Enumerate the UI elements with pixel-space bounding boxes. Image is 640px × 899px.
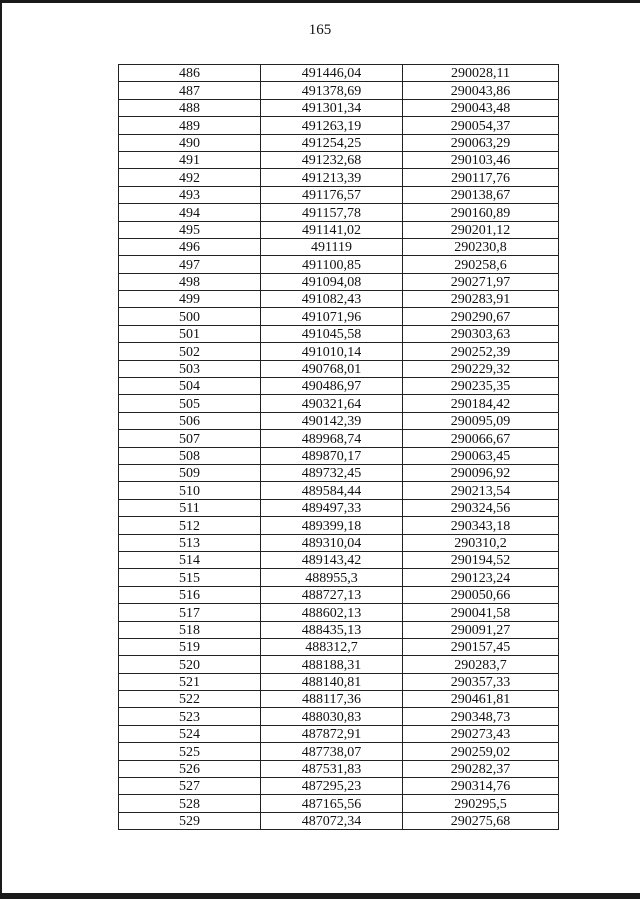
x-coordinate-cell: 488140,81 [261, 673, 403, 690]
point-number-cell: 494 [119, 204, 261, 221]
x-coordinate-cell: 487072,34 [261, 812, 403, 829]
table-row [119, 604, 559, 621]
table-row [119, 169, 559, 186]
x-coordinate-cell: 491263,19 [261, 117, 403, 134]
x-coordinate-cell: 489584,44 [261, 482, 403, 499]
x-coordinate-cell: 491232,68 [261, 151, 403, 168]
y-coordinate-cell: 290282,37 [403, 760, 559, 777]
x-coordinate-cell: 490142,39 [261, 412, 403, 429]
table-row [119, 238, 559, 255]
point-number-cell: 515 [119, 569, 261, 586]
y-coordinate-cell: 290295,5 [403, 795, 559, 812]
point-number-cell: 509 [119, 464, 261, 481]
page-number: 165 [308, 22, 332, 38]
table-row [119, 464, 559, 481]
x-coordinate-cell: 488955,3 [261, 569, 403, 586]
point-number-cell: 520 [119, 656, 261, 673]
y-coordinate-cell: 290117,76 [403, 169, 559, 186]
table-row [119, 273, 559, 290]
table-row [119, 221, 559, 238]
table-row [119, 517, 559, 534]
point-number-cell: 506 [119, 412, 261, 429]
table-row [119, 99, 559, 116]
point-number-cell: 505 [119, 395, 261, 412]
point-number-cell: 517 [119, 604, 261, 621]
scan-edge-bottom [0, 893, 640, 899]
x-coordinate-cell: 491176,57 [261, 186, 403, 203]
y-coordinate-cell: 290194,52 [403, 551, 559, 568]
point-number-cell: 489 [119, 117, 261, 134]
y-coordinate-cell: 290160,89 [403, 204, 559, 221]
y-coordinate-cell: 290229,32 [403, 360, 559, 377]
x-coordinate-cell: 487165,56 [261, 795, 403, 812]
table-row [119, 499, 559, 516]
x-coordinate-cell: 491010,14 [261, 343, 403, 360]
point-number-cell: 524 [119, 725, 261, 742]
x-coordinate-cell: 488435,13 [261, 621, 403, 638]
point-number-cell: 528 [119, 795, 261, 812]
y-coordinate-cell: 290258,6 [403, 256, 559, 273]
y-coordinate-cell: 290201,12 [403, 221, 559, 238]
x-coordinate-cell: 491378,69 [261, 82, 403, 99]
x-coordinate-cell: 491094,08 [261, 273, 403, 290]
point-number-cell: 516 [119, 586, 261, 603]
point-number-cell: 498 [119, 273, 261, 290]
point-number-cell: 529 [119, 812, 261, 829]
point-number-cell: 499 [119, 291, 261, 308]
table-row [119, 325, 559, 342]
point-number-cell: 491 [119, 151, 261, 168]
table-row [119, 343, 559, 360]
x-coordinate-cell: 488030,83 [261, 708, 403, 725]
point-number-cell: 487 [119, 82, 261, 99]
point-number-cell: 507 [119, 430, 261, 447]
x-coordinate-cell: 488727,13 [261, 586, 403, 603]
y-coordinate-cell: 290259,02 [403, 743, 559, 760]
point-number-cell: 497 [119, 256, 261, 273]
table-row [119, 708, 559, 725]
table-row [119, 308, 559, 325]
point-number-cell: 486 [119, 65, 261, 82]
y-coordinate-cell: 290290,67 [403, 308, 559, 325]
point-number-cell: 495 [119, 221, 261, 238]
x-coordinate-cell: 489310,04 [261, 534, 403, 551]
x-coordinate-cell: 488117,36 [261, 691, 403, 708]
table-row [119, 586, 559, 603]
y-coordinate-cell: 290348,73 [403, 708, 559, 725]
point-number-cell: 519 [119, 638, 261, 655]
table-row [119, 725, 559, 742]
point-number-cell: 514 [119, 551, 261, 568]
x-coordinate-cell: 488312,7 [261, 638, 403, 655]
point-number-cell: 518 [119, 621, 261, 638]
table-row [119, 204, 559, 221]
x-coordinate-cell: 488188,31 [261, 656, 403, 673]
table-row [119, 638, 559, 655]
x-coordinate-cell: 491100,85 [261, 256, 403, 273]
coordinates-table-body [119, 65, 559, 830]
y-coordinate-cell: 290310,2 [403, 534, 559, 551]
y-coordinate-cell: 290283,7 [403, 656, 559, 673]
point-number-cell: 511 [119, 499, 261, 516]
table-row [119, 65, 559, 82]
point-number-cell: 492 [119, 169, 261, 186]
x-coordinate-cell: 491301,34 [261, 99, 403, 116]
table-row [119, 534, 559, 551]
point-number-cell: 500 [119, 308, 261, 325]
point-number-cell: 527 [119, 778, 261, 795]
y-coordinate-cell: 290314,76 [403, 778, 559, 795]
x-coordinate-cell: 489143,42 [261, 551, 403, 568]
point-number-cell: 510 [119, 482, 261, 499]
x-coordinate-cell: 491254,25 [261, 134, 403, 151]
point-number-cell: 496 [119, 238, 261, 255]
y-coordinate-cell: 290275,68 [403, 812, 559, 829]
x-coordinate-cell: 491119 [261, 238, 403, 255]
point-number-cell: 503 [119, 360, 261, 377]
table-row [119, 291, 559, 308]
y-coordinate-cell: 290461,81 [403, 691, 559, 708]
x-coordinate-cell: 487531,83 [261, 760, 403, 777]
point-number-cell: 501 [119, 325, 261, 342]
table-row [119, 378, 559, 395]
table-row [119, 743, 559, 760]
table-row [119, 430, 559, 447]
y-coordinate-cell: 290252,39 [403, 343, 559, 360]
y-coordinate-cell: 290028,11 [403, 65, 559, 82]
point-number-cell: 504 [119, 378, 261, 395]
y-coordinate-cell: 290103,46 [403, 151, 559, 168]
y-coordinate-cell: 290213,54 [403, 482, 559, 499]
scan-edge-top [0, 0, 640, 3]
point-number-cell: 508 [119, 447, 261, 464]
table-row [119, 256, 559, 273]
x-coordinate-cell: 489732,45 [261, 464, 403, 481]
x-coordinate-cell: 491446,04 [261, 65, 403, 82]
point-number-cell: 522 [119, 691, 261, 708]
x-coordinate-cell: 491045,58 [261, 325, 403, 342]
table-row [119, 621, 559, 638]
y-coordinate-cell: 290091,27 [403, 621, 559, 638]
table-row [119, 569, 559, 586]
point-number-cell: 512 [119, 517, 261, 534]
table-row [119, 134, 559, 151]
x-coordinate-cell: 490486,97 [261, 378, 403, 395]
y-coordinate-cell: 290303,63 [403, 325, 559, 342]
point-number-cell: 525 [119, 743, 261, 760]
table-row [119, 412, 559, 429]
y-coordinate-cell: 290235,35 [403, 378, 559, 395]
x-coordinate-cell: 490321,64 [261, 395, 403, 412]
y-coordinate-cell: 290066,67 [403, 430, 559, 447]
x-coordinate-cell: 488602,13 [261, 604, 403, 621]
table-row [119, 447, 559, 464]
y-coordinate-cell: 290357,33 [403, 673, 559, 690]
x-coordinate-cell: 489497,33 [261, 499, 403, 516]
point-number-cell: 502 [119, 343, 261, 360]
x-coordinate-cell: 489399,18 [261, 517, 403, 534]
y-coordinate-cell: 290123,24 [403, 569, 559, 586]
table-row [119, 795, 559, 812]
table-row [119, 673, 559, 690]
x-coordinate-cell: 487872,91 [261, 725, 403, 742]
coordinates-table [118, 64, 559, 830]
y-coordinate-cell: 290041,58 [403, 604, 559, 621]
y-coordinate-cell: 290184,42 [403, 395, 559, 412]
point-number-cell: 488 [119, 99, 261, 116]
point-number-cell: 493 [119, 186, 261, 203]
x-coordinate-cell: 489870,17 [261, 447, 403, 464]
table-row [119, 691, 559, 708]
point-number-cell: 526 [119, 760, 261, 777]
y-coordinate-cell: 290043,86 [403, 82, 559, 99]
table-row [119, 760, 559, 777]
x-coordinate-cell: 490768,01 [261, 360, 403, 377]
table-row [119, 778, 559, 795]
y-coordinate-cell: 290230,8 [403, 238, 559, 255]
y-coordinate-cell: 290095,09 [403, 412, 559, 429]
table-row [119, 812, 559, 829]
table-row [119, 482, 559, 499]
y-coordinate-cell: 290157,45 [403, 638, 559, 655]
table-row [119, 186, 559, 203]
x-coordinate-cell: 491157,78 [261, 204, 403, 221]
point-number-cell: 523 [119, 708, 261, 725]
x-coordinate-cell: 491071,96 [261, 308, 403, 325]
table-row [119, 151, 559, 168]
y-coordinate-cell: 290054,37 [403, 117, 559, 134]
y-coordinate-cell: 290043,48 [403, 99, 559, 116]
y-coordinate-cell: 290138,67 [403, 186, 559, 203]
table-row [119, 551, 559, 568]
table-row [119, 82, 559, 99]
y-coordinate-cell: 290271,97 [403, 273, 559, 290]
x-coordinate-cell: 487738,07 [261, 743, 403, 760]
point-number-cell: 490 [119, 134, 261, 151]
table-row [119, 656, 559, 673]
table-row [119, 117, 559, 134]
point-number-cell: 513 [119, 534, 261, 551]
table-row [119, 395, 559, 412]
x-coordinate-cell: 489968,74 [261, 430, 403, 447]
point-number-cell: 521 [119, 673, 261, 690]
x-coordinate-cell: 487295,23 [261, 778, 403, 795]
y-coordinate-cell: 290273,43 [403, 725, 559, 742]
table-row [119, 360, 559, 377]
y-coordinate-cell: 290343,18 [403, 517, 559, 534]
y-coordinate-cell: 290324,56 [403, 499, 559, 516]
y-coordinate-cell: 290096,92 [403, 464, 559, 481]
x-coordinate-cell: 491141,02 [261, 221, 403, 238]
y-coordinate-cell: 290050,66 [403, 586, 559, 603]
x-coordinate-cell: 491213,39 [261, 169, 403, 186]
y-coordinate-cell: 290063,45 [403, 447, 559, 464]
x-coordinate-cell: 491082,43 [261, 291, 403, 308]
scan-edge-left [0, 0, 2, 899]
y-coordinate-cell: 290063,29 [403, 134, 559, 151]
y-coordinate-cell: 290283,91 [403, 291, 559, 308]
